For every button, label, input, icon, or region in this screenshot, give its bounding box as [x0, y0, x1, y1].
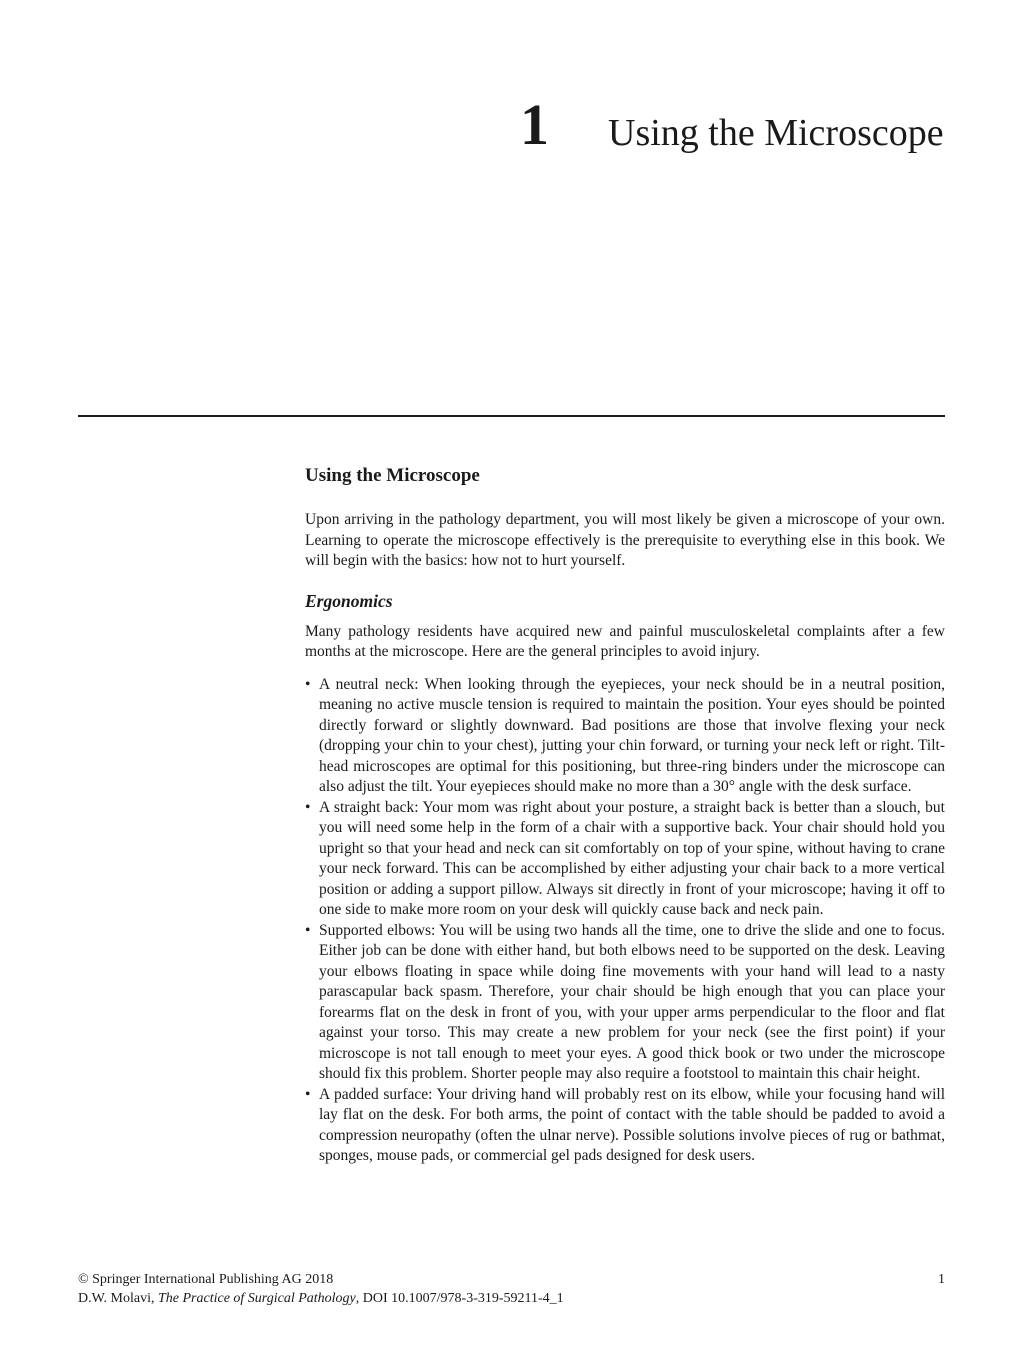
list-item — [305, 675, 945, 798]
ergonomics-intro-paragraph: Many pathology residents have acquired new and painful musculoskeletal complaints after a few months at the microscope. Here are the general principles to avoid injury. — [305, 622, 945, 660]
citation-book-title: The Practice of Surgical Pathology — [157, 1291, 356, 1306]
citation-authors: D.W. Molavi, — [78, 1291, 158, 1306]
ergonomics-list — [305, 675, 945, 1167]
ergonomics-subheading: Ergonomics — [305, 590, 393, 611]
footer-copyright: © Springer International Publishing AG 2018 — [78, 1272, 334, 1287]
list-item-text: Supported elbows: You will be using two hands all the time, one to drive the slide and one to focus. Either job can be done with either hand, but both elbows need to be supported on the desk. Leaving your elbows floating in space while doing fine movements with your hand will lead to a nasty parascapular back spasm. Therefore, your chair should be high enough that you can place your forearms flat on the desk in front of you, with your upper arms perpendicular to the floor and flat against your torso. This may create a new problem for your neck (see the first point) if your microscope is not tall enough to meet your eyes. A good thick book or two under the microscope should fix this problem. Shorter people may also require a footstool to maintain this chair height. — [319, 921, 945, 1082]
list-item — [305, 921, 945, 1085]
bullet-marker: • — [305, 1085, 311, 1103]
footer-citation — [78, 1289, 945, 1308]
list-item — [305, 1085, 945, 1167]
list-item — [305, 798, 945, 921]
section-intro-paragraph: Upon arriving in the pathology department, you will most likely be given a microscope of your own. Learning to operate the microscope effectively is the prerequisite to everything else in this book. We will begin with the basics: how not to hurt yourself. — [305, 511, 945, 569]
section-heading: Using the Microscope — [305, 465, 480, 486]
chapter-number: 1 — [520, 92, 549, 157]
list-item-text: A padded surface: Your driving hand will probably rest on its elbow, while your focusing hand will lay flat on the desk. For both arms, the point of contact with the table should be padded to avoid a compression neuropathy (often the ulnar nerve). Possible solutions involve pieces of rug or bathmat, sponges, mouse pads, or commercial gel pads designed for desk users. — [319, 1085, 945, 1164]
page-footer — [78, 1270, 945, 1308]
main-content — [305, 464, 945, 1167]
list-item-text: A neutral neck: When looking through the eyepieces, your neck should be in a neutral position, meaning no active muscle tension is required to maintain the position. Your eyes should be pointed directly forward or slightly downward. Bad positions are those that involve flexing your neck (dropping your chin to your chest), jutting your chin forward, or turning your neck left or right. Tilt-head microscopes are optimal for this positioning, but three-ring binders under the microscope can also adjust the tilt. Your eyepieces should make no more than a 30° angle with the desk surface. — [319, 675, 945, 795]
bullet-marker: • — [305, 921, 311, 939]
citation-doi: , DOI 10.1007/978-3-319-59211-4_1 — [355, 1291, 564, 1306]
list-item-text: A straight back: Your mom was right about your posture, a straight back is better than a slouch, but you will need some help in the form of a chair with a supportive back. Your chair should hold you upright so that your head and neck can sit comfortably on top of your spine, without having to crane your neck forward. This can be accomplished by either adjusting your chair back to a more vertical position or adding a support pillow. Always sit directly in front of your microscope; having it off to one side to make more room on your desk will quickly cause back and neck pain. — [319, 798, 945, 918]
bullet-marker: • — [305, 675, 311, 693]
page-number: 1 — [938, 1272, 945, 1287]
chapter-divider — [78, 415, 945, 417]
bullet-marker: • — [305, 798, 311, 816]
chapter-title: Using the Microscope — [608, 112, 944, 154]
